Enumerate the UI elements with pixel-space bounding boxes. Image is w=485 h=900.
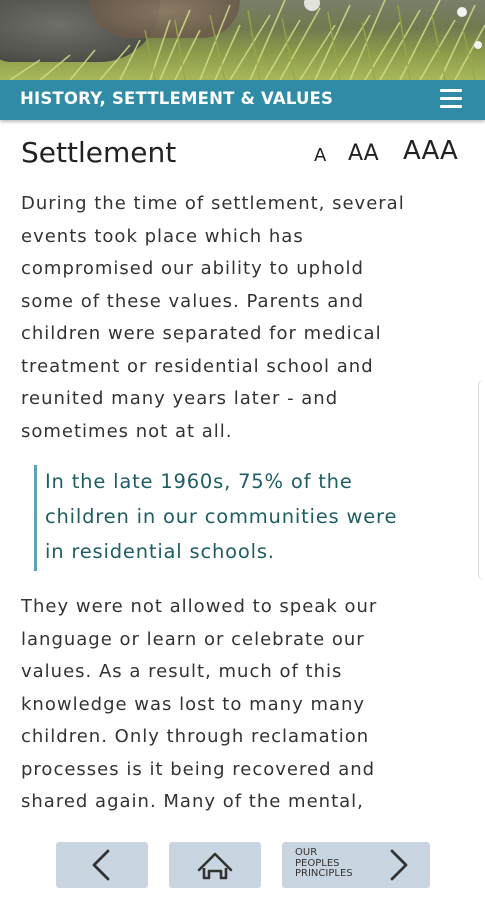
body-paragraph xyxy=(21,591,466,819)
next-label-line: OUR xyxy=(295,847,318,858)
text-line: children were separated for medical xyxy=(21,323,382,344)
hamburger-menu-icon[interactable] xyxy=(440,89,462,109)
text-line: some of these values. Parents and xyxy=(21,290,365,312)
font-size-small-button[interactable]: A xyxy=(314,145,327,166)
text-line: reunited many years later - and xyxy=(21,388,339,409)
section-title: HISTORY, SETTLEMENT & VALUES xyxy=(20,89,334,108)
text-line: children. Only through reclamation xyxy=(21,726,370,747)
text-line: treatment or residential school and xyxy=(21,355,374,377)
previous-button[interactable] xyxy=(56,842,148,888)
chevron-left-icon xyxy=(56,842,148,888)
chevron-right-icon xyxy=(282,842,430,888)
text-line: knowledge was lost to many many xyxy=(21,693,366,715)
home-button[interactable] xyxy=(169,842,261,888)
next-label-line: PEOPLES xyxy=(295,857,340,869)
quote-line: children in our communities were xyxy=(45,505,398,528)
pull-quote xyxy=(45,464,475,569)
text-line: compromised our ability to uphold xyxy=(21,258,364,279)
font-size-medium-button[interactable]: AA xyxy=(348,141,379,166)
text-line: shared again. Many of the mental, xyxy=(21,791,364,812)
hero-image xyxy=(0,0,485,80)
text-line: sometimes not at all. xyxy=(21,420,233,442)
text-line: events took place which has xyxy=(21,225,304,247)
font-size-large-button[interactable]: AAA xyxy=(403,136,458,166)
quote-bar xyxy=(34,465,37,571)
text-line: During the time of settlement, several xyxy=(21,193,405,214)
text-line: language or learn or celebrate our xyxy=(21,628,365,650)
next-button[interactable] xyxy=(282,842,430,888)
quote-line: In the late 1960s, 75% of the xyxy=(45,470,353,493)
body-paragraph xyxy=(21,188,466,448)
text-line: values. As a result, much of this xyxy=(21,661,343,682)
scroll-indicator[interactable] xyxy=(478,380,485,580)
next-label-line: PRINCIPLES xyxy=(295,868,353,879)
text-line: processes is it being recovered and xyxy=(21,758,376,780)
quote-line: in residential schools. xyxy=(45,540,275,563)
text-line: They were not allowed to speak our xyxy=(21,596,378,617)
grass-illustration xyxy=(0,0,485,80)
page-title: Settlement xyxy=(21,136,177,169)
home-icon xyxy=(169,842,261,888)
section-header xyxy=(0,80,485,120)
